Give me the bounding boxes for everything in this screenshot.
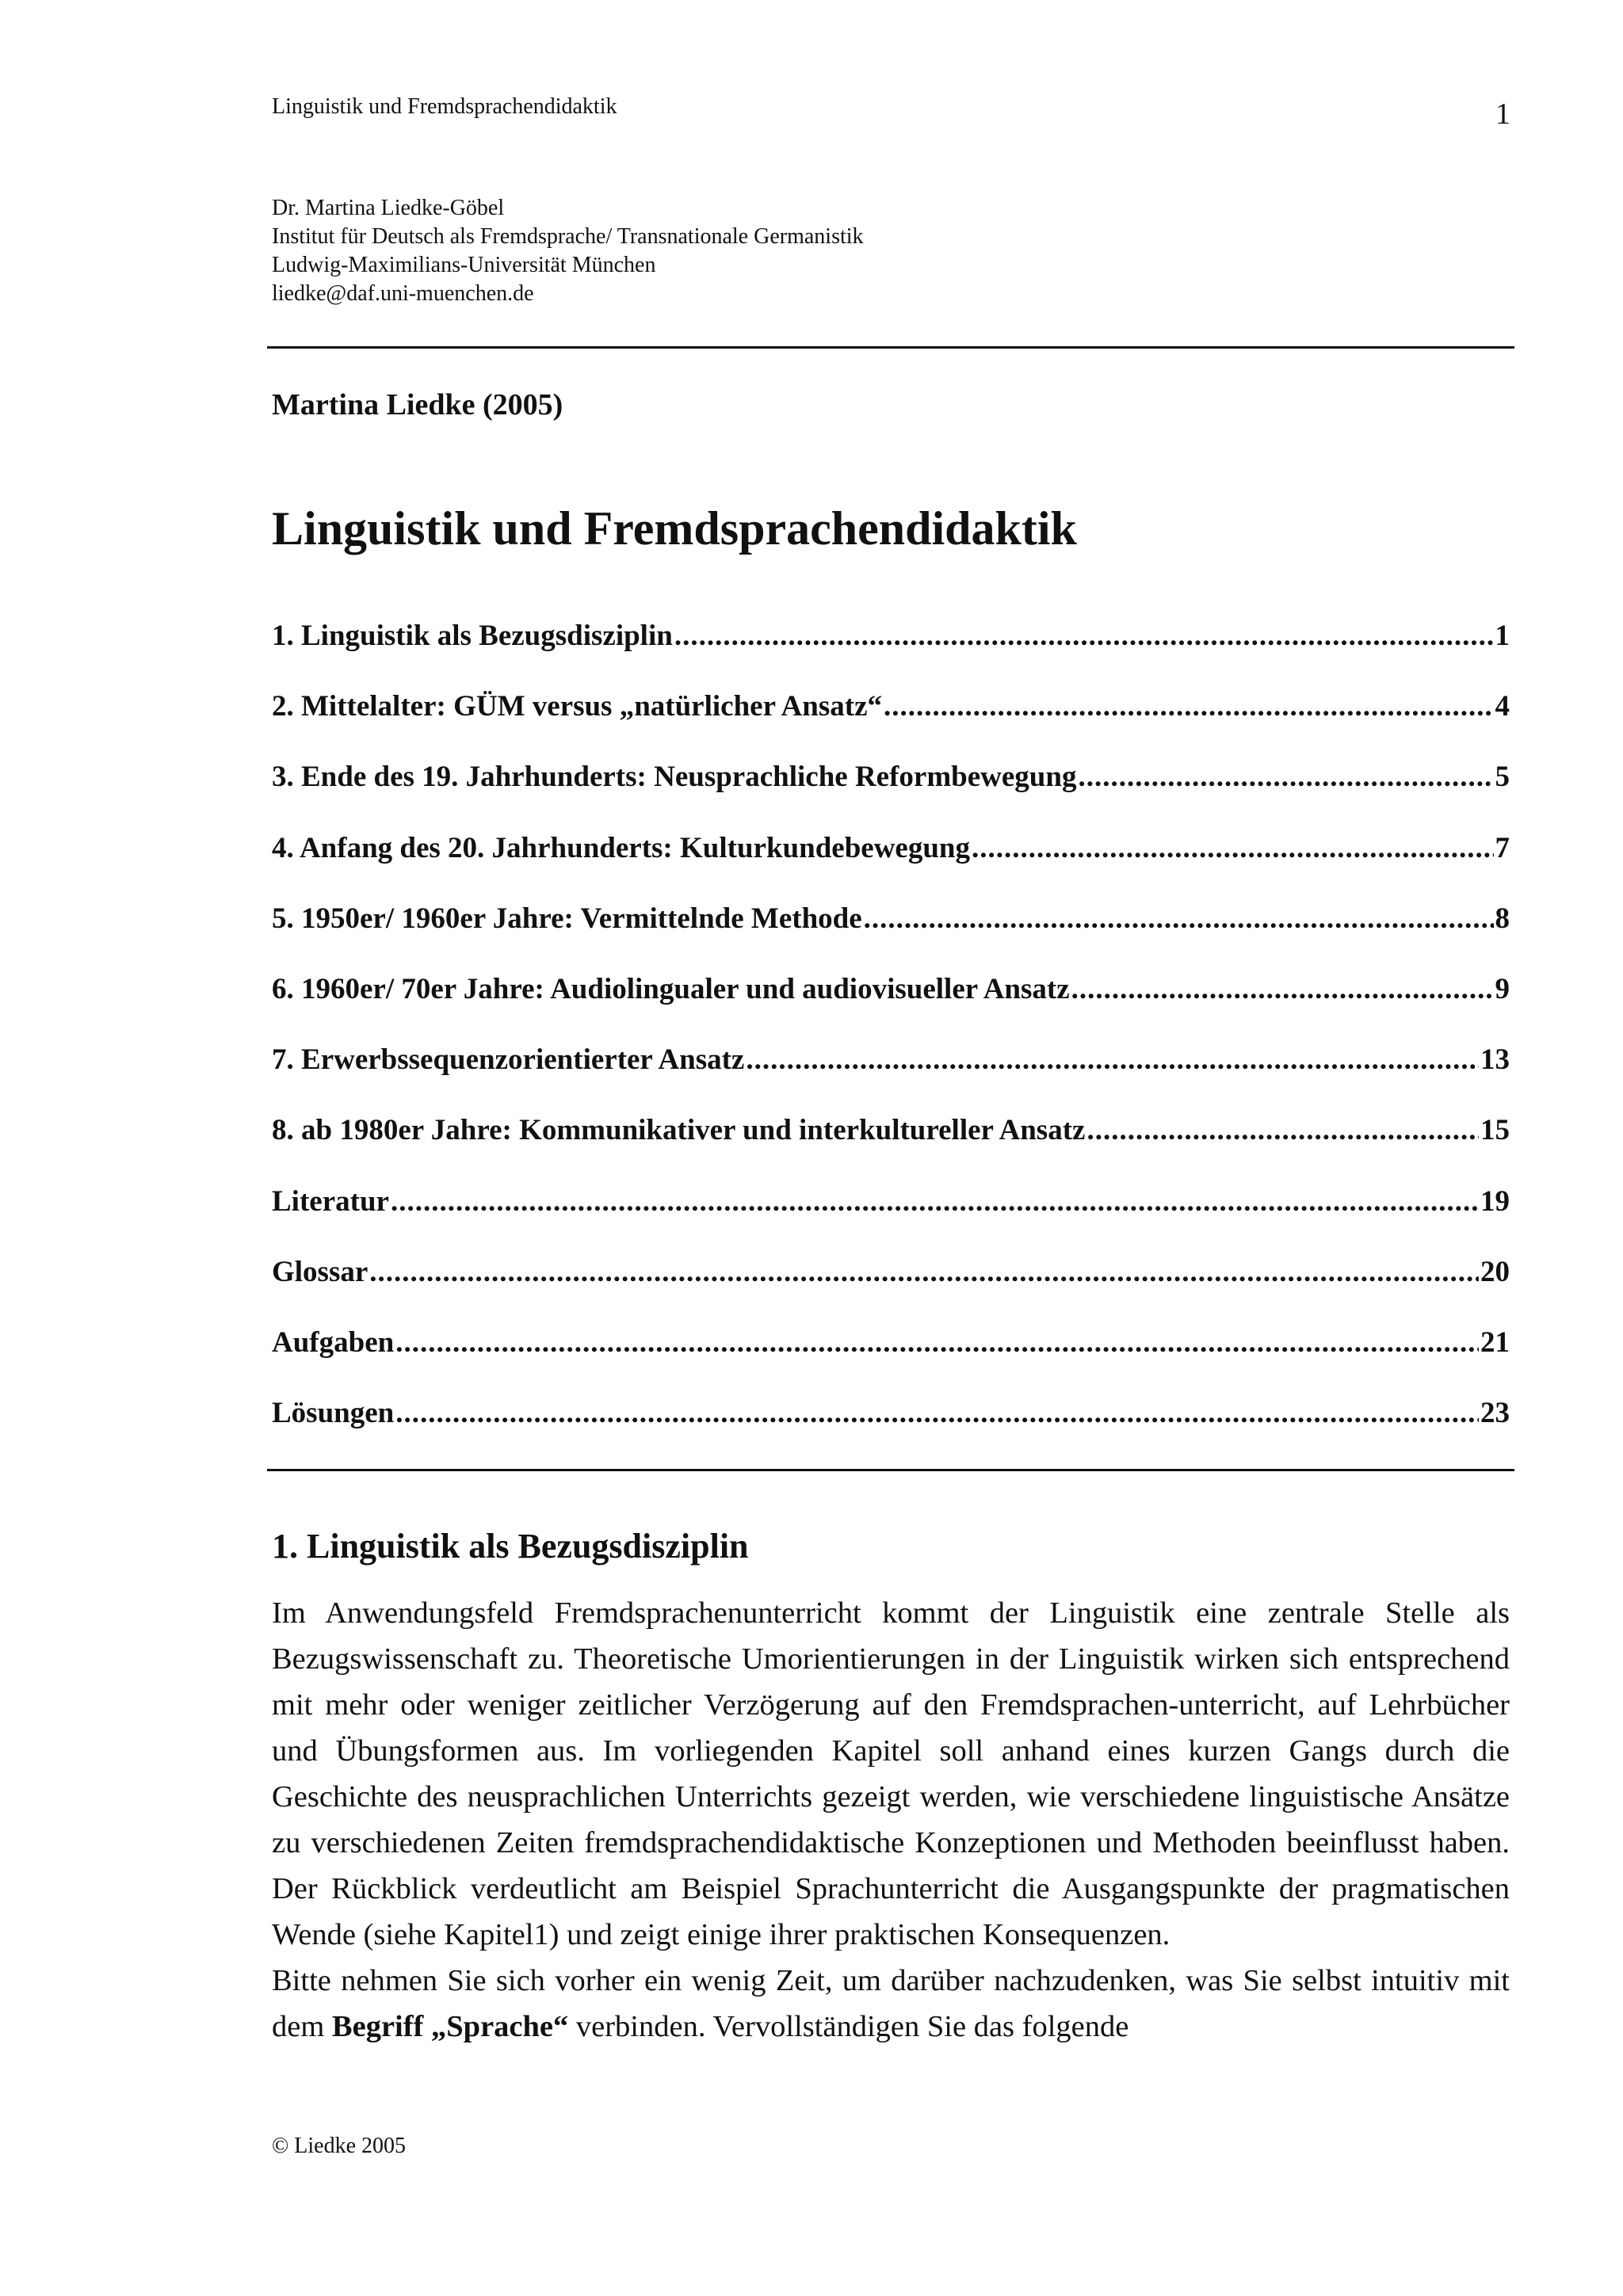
toc-entry-label: 2. Mittelalter: GÜM versus „natürlicher Ansatz“ xyxy=(272,690,882,723)
toc-entry-label: Aufgaben xyxy=(272,1325,395,1359)
toc-entry-page: 13 xyxy=(1480,1043,1510,1077)
toc-dot-leader xyxy=(395,1395,1479,1432)
horizontal-rule-top xyxy=(267,346,1514,349)
body-paragraph xyxy=(272,1958,1510,2050)
toc-entry[interactable] xyxy=(272,901,1510,971)
toc-dot-leader xyxy=(1086,1112,1479,1149)
toc-entry-label: 5. 1950er/ 1960er Jahre: Vermittelnde Methode xyxy=(272,902,862,935)
toc-entry-label: 6. 1960er/ 70er Jahre: Audiolingualer und audiovisueller Ansatz xyxy=(272,972,1070,1005)
toc-entry-page: 1 xyxy=(1495,620,1510,652)
toc-entry-label: 4. Anfang des 20. Jahrhunderts: Kulturkundebewegung xyxy=(272,831,970,864)
toc-dot-leader xyxy=(864,901,1494,937)
toc-entry-page: 15 xyxy=(1480,1114,1510,1147)
author-institute: Institut für Deutsch als Fremdsprache/ Transnationale Germanistik xyxy=(272,224,864,249)
toc-entry-label: Glossar xyxy=(272,1255,369,1288)
toc-entry[interactable] xyxy=(272,1395,1510,1466)
section-heading: 1. Linguistik als Bezugsdisziplin xyxy=(272,1527,749,1566)
toc-entry[interactable] xyxy=(272,1325,1510,1395)
toc-entry[interactable] xyxy=(272,1254,1510,1325)
toc-entry-label: 3. Ende des 19. Jahrhunderts: Neusprachliche Reformbewegung xyxy=(272,761,1077,794)
horizontal-rule-bottom xyxy=(267,1469,1514,1471)
page-number: 1 xyxy=(1495,97,1510,131)
toc-dot-leader xyxy=(884,688,1494,725)
toc-entry-page: 9 xyxy=(1495,972,1510,1005)
toc-entry-page: 5 xyxy=(1495,761,1510,794)
table-of-contents xyxy=(272,618,1510,1466)
body-paragraph: Im Anwendungsfeld Fremdsprachenunterricht kommt der Linguistik eine zentrale Stelle als Bezugswissenschaft zu. Theoretische Umorientierungen in der Linguistik wirken sich entsprechend mit mehr oder weniger zeitlicher Verzögerung auf den Fremdsprachen-unterricht, auf Lehrbücher und Übungsformen aus. Im vorliegenden Kapitel soll anhand eines kurzen Gangs durch die Geschichte des neusprachlichen Unterrichts gezeigt werden, wie verschiedene linguistische Ansätze zu verschiedenen Zeiten fremdsprachendidaktische Konzeptionen und Methoden beeinflusst haben. Der Rückblick verdeutlicht am Beispiel Sprachunterricht die Ausgangspunkte der pragmatischen Wende (siehe Kapitel1) und zeigt einige ihrer praktischen Konsequenzen. xyxy=(272,1596,1510,1951)
section-body xyxy=(272,1590,1510,2050)
toc-entry-label: 7. Erwerbssequenzorientierter Ansatz xyxy=(272,1043,745,1077)
toc-entry[interactable] xyxy=(272,688,1510,759)
bold-term: Begriff „Sprache“ xyxy=(331,2010,569,2043)
toc-entry[interactable] xyxy=(272,1112,1510,1183)
author-university: Ludwig-Maximilians-Universität München xyxy=(272,253,656,277)
running-header-title: Linguistik und Fremdsprachendidaktik xyxy=(272,94,617,119)
toc-entry[interactable] xyxy=(272,759,1510,830)
author-block xyxy=(272,194,864,308)
paragraph-text: verbinden. Vervollständigen Sie das folgende xyxy=(575,2010,1129,2043)
toc-entry-page: 20 xyxy=(1480,1255,1510,1288)
toc-dot-leader xyxy=(1071,971,1494,1008)
toc-dot-leader xyxy=(674,618,1494,654)
toc-entry-label: Lösungen xyxy=(272,1397,395,1430)
toc-entry-page: 8 xyxy=(1495,902,1510,935)
toc-entry-label: Literatur xyxy=(272,1184,389,1218)
toc-entry[interactable] xyxy=(272,830,1510,901)
citation-line: Martina Liedke (2005) xyxy=(272,388,563,421)
toc-entry-page: 23 xyxy=(1480,1397,1510,1430)
toc-entry-page: 4 xyxy=(1495,690,1510,723)
paragraph-text: Bitte nehmen Sie sich vorher ein wenig Zeit, um darüber nachzudenken, was Sie selbst intuitiv mit dem xyxy=(272,1964,1510,2043)
toc-entry-page: 7 xyxy=(1495,831,1510,864)
toc-dot-leader xyxy=(369,1254,1479,1291)
author-email: liedke@daf.uni-muenchen.de xyxy=(272,281,534,306)
toc-entry[interactable] xyxy=(272,1042,1510,1112)
toc-dot-leader xyxy=(746,1042,1479,1078)
toc-dot-leader xyxy=(972,830,1494,867)
toc-entry-label: 1. Linguistik als Bezugsdisziplin xyxy=(272,620,673,652)
toc-entry[interactable] xyxy=(272,618,1510,688)
toc-entry[interactable] xyxy=(272,971,1510,1042)
toc-entry-page: 21 xyxy=(1480,1325,1510,1359)
toc-dot-leader xyxy=(395,1325,1479,1361)
toc-dot-leader xyxy=(391,1184,1479,1220)
author-name: Dr. Martina Liedke-Göbel xyxy=(272,196,505,220)
document-title: Linguistik und Fremdsprachendidaktik xyxy=(272,502,1077,555)
toc-entry-page: 19 xyxy=(1480,1184,1510,1218)
toc-entry[interactable] xyxy=(272,1184,1510,1254)
toc-dot-leader xyxy=(1078,759,1493,795)
toc-entry-label: 8. ab 1980er Jahre: Kommunikativer und interkultureller Ansatz xyxy=(272,1114,1086,1147)
footer-copyright: © Liedke 2005 xyxy=(272,2134,407,2158)
